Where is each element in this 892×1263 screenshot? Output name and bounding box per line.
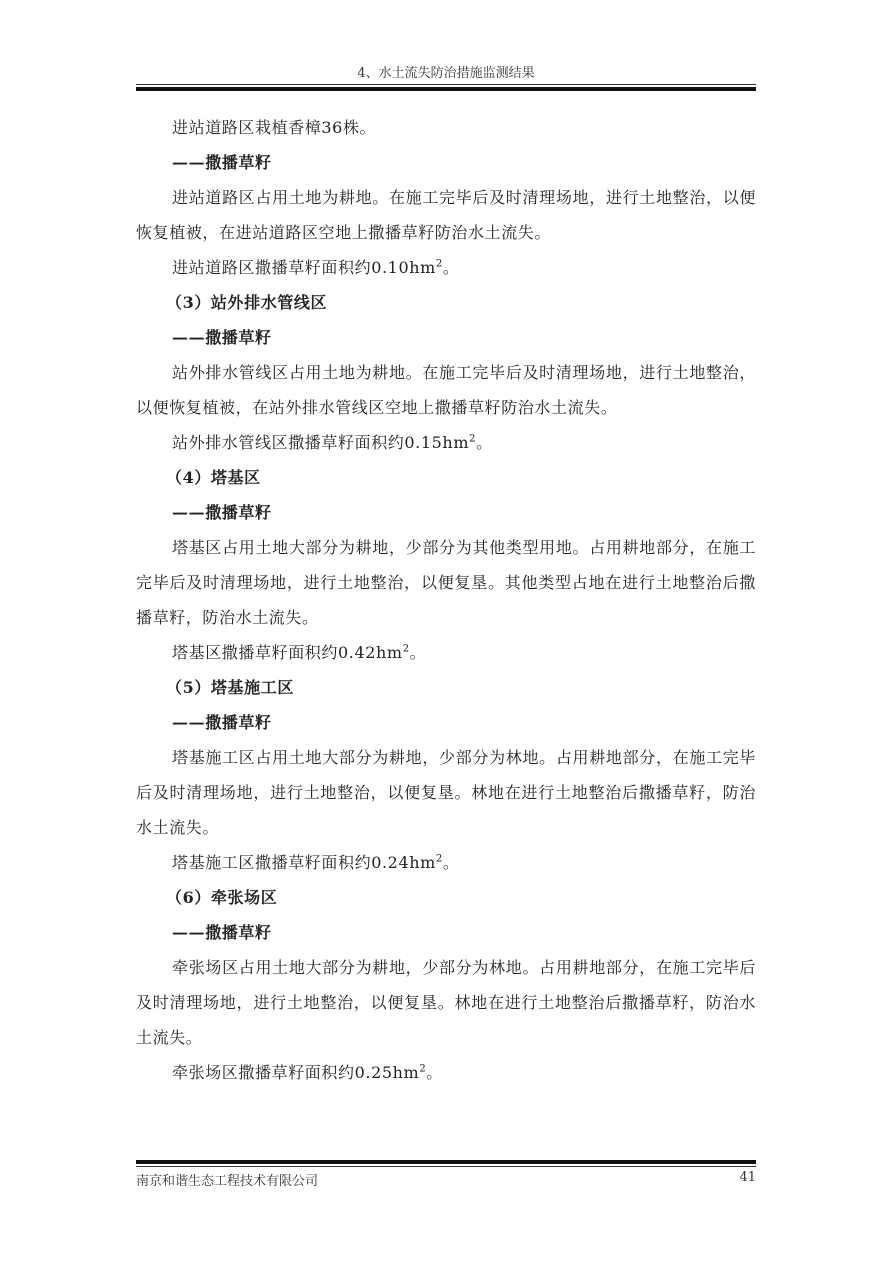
paragraph: 塔基施工区占用土地大部分为耕地，少部分为林地。占用耕地部分，在施工完毕后及时清理场地，进行土地整治，以便复垦。林地在进行土地整治后撒播草籽，防治水土流失。 [136, 748, 756, 837]
unit-superscript: 2 [469, 433, 477, 445]
measure-subheading: ——撒播草籽 [172, 503, 272, 522]
header-rule-thin [136, 84, 756, 85]
area-suffix: 。 [442, 258, 460, 277]
area-text: 塔基施工区撒播草籽面积约0.24hm [172, 853, 436, 872]
unit-superscript: 2 [435, 853, 443, 865]
area-text: 进站道路区撒播草籽面积约0.10hm [172, 258, 436, 277]
area-statement [136, 635, 756, 670]
measure-subheading: ——撒播草籽 [172, 153, 272, 172]
section-heading: （4）塔基区 [166, 468, 261, 487]
page-header-title: 4、水土流失防治措施监测结果 [357, 66, 535, 81]
unit-superscript: 2 [435, 258, 443, 270]
body-content [136, 110, 756, 1090]
paragraph: 站外排水管线区占用土地为耕地。在施工完毕后及时清理场地，进行土地整治，以便恢复植被，在站外排水管线区空地上撒播草籽防治水土流失。 [136, 363, 756, 417]
area-suffix: 。 [409, 643, 427, 662]
measure-subheading: ——撒播草籽 [172, 923, 272, 942]
measure-subheading: ——撒播草籽 [172, 713, 272, 732]
section-heading: （6）牵张场区 [166, 888, 278, 907]
section-heading: （5）塔基施工区 [166, 678, 294, 697]
footer-rule-thick [136, 1160, 756, 1164]
area-statement [136, 425, 756, 460]
area-statement [136, 1055, 756, 1090]
area-statement [136, 250, 756, 285]
area-suffix: 。 [426, 1063, 443, 1082]
area-text: 塔基区撒播草籽面积约0.42hm [172, 643, 403, 662]
header-rule-thick [136, 87, 756, 91]
area-suffix: 。 [476, 433, 493, 452]
area-text: 站外排水管线区撒播草籽面积约0.15hm [172, 433, 470, 452]
section-heading: （3）站外排水管线区 [166, 293, 328, 312]
paragraph: 进站道路区栽植香樟36株。 [172, 118, 377, 137]
measure-subheading: ——撒播草籽 [172, 328, 272, 347]
area-suffix: 。 [442, 853, 460, 872]
footer-company: 南京和谐生态工程技术有限公司 [136, 1174, 319, 1189]
area-statement [136, 845, 756, 880]
footer-rule-thin [136, 1166, 756, 1167]
paragraph: 牵张场区占用土地大部分为耕地，少部分为林地。占用耕地部分，在施工完毕后及时清理场地，进行土地整治，以便复垦。林地在进行土地整治后撒播草籽，防治水土流失。 [136, 958, 756, 1047]
area-text: 牵张场区撒播草籽面积约0.25hm [172, 1063, 420, 1082]
paragraph: 进站道路区占用土地为耕地。在施工完毕后及时清理场地，进行土地整治，以便恢复植被，在进站道路区空地上撒播草籽防治水土流失。 [136, 188, 756, 242]
unit-superscript: 2 [419, 1063, 427, 1075]
unit-superscript: 2 [402, 643, 410, 655]
paragraph: 塔基区占用土地大部分为耕地，少部分为其他类型用地。占用耕地部分，在施工完毕后及时清理场地，进行土地整治，以便复垦。其他类型占地在进行土地整治后撒播草籽，防治水土流失。 [136, 538, 756, 627]
page-number: 41 [739, 1170, 756, 1185]
